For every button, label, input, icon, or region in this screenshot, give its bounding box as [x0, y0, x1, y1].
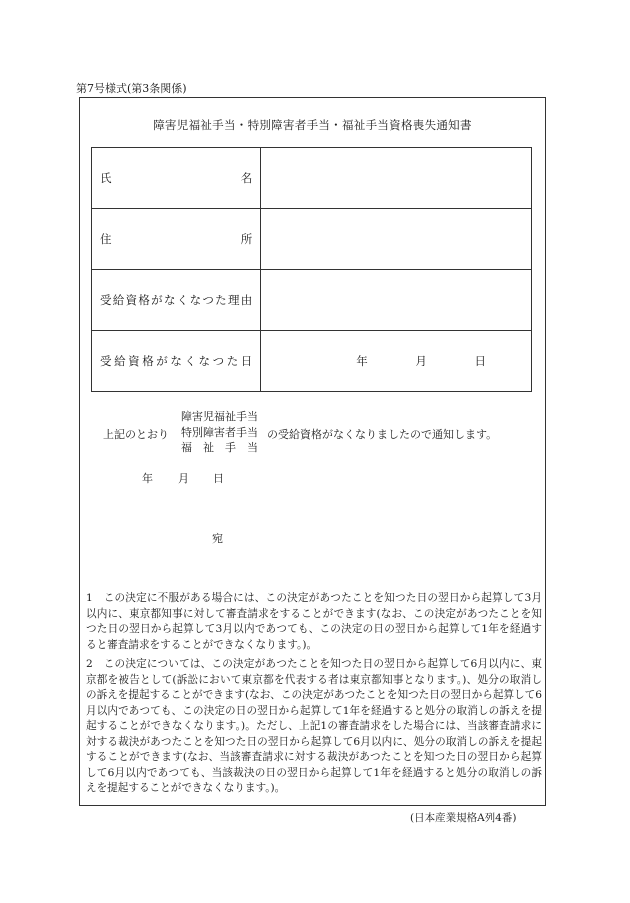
address-field[interactable]: [261, 209, 532, 270]
loss-date-year: 年: [356, 354, 368, 368]
issue-date-year: 年: [142, 472, 153, 485]
name-label: [92, 148, 261, 209]
appeal-note-1: 1 この決定に不服がある場合には、この決定があつたことを知つた日の翌日から起算して3月以内に、東京都知事に対して審査請求をすることができます(なお、この決定があつたことを知つた日の翌日から起算して3月以内であつても、この決定の日の翌日から起算して1年を経過すると審査請求をすることができなくなります。)。: [86, 592, 542, 651]
allowance-name: 福 祉 手 当: [181, 441, 258, 454]
reason-row: [92, 270, 532, 331]
address-label-char1: 住: [100, 232, 112, 246]
issue-date-month: 月: [178, 472, 189, 485]
name-row: [92, 148, 532, 209]
name-field[interactable]: [261, 148, 532, 209]
loss-date-label-text: 受給資格がなくなつた日: [100, 354, 253, 368]
notice-prefix: 上記のとおり: [103, 428, 169, 441]
issue-date-day: 日: [213, 472, 224, 485]
recipient-info-table: [91, 147, 532, 392]
appeal-note-2: 2 この決定については、この決定があつたことを知つた日の翌日から起算して6月以内に、東京都を被告として(訴訟において東京都を代表する者は東京都知事となります。)、処分の取消しの訴えを提起することができます(なお、この決定があつたことを知つた日の翌日から起算して6月以内であつても、この決定の日の翌日から起算して1年を経過すると処分の取消しの訴えを提起することができなくなります。)。ただし、上記1の審査請求をした場合には、当該審査請求に対する裁決があつたことを知つた日の翌日から起算して6月以内に、処分の取消しの訴えを提起することができます(なお、当該審査請求に対する裁決があつたことを知つた日の翌日から起算して6月以内であつても、当該裁決の日の翌日から起算して1年を経過すると処分の取消しの訴えを提起することができなくなります。)。: [86, 658, 542, 794]
form-number-label: 第7号様式(第3条関係): [76, 82, 187, 95]
paper-standard-label: (日本産業規格A列4番): [410, 812, 517, 824]
notice-suffix: の受給資格がなくなりましたので通知します。: [267, 428, 498, 441]
allowance-names: [181, 409, 258, 456]
allowance-name: 特別障害者手当: [181, 425, 258, 439]
loss-date-day: 日: [474, 354, 486, 368]
address-label: [92, 209, 261, 270]
reason-field[interactable]: [261, 270, 532, 331]
loss-date-field[interactable]: [261, 331, 532, 392]
loss-date-month: 月: [415, 354, 427, 368]
name-label-char2: 名: [240, 171, 253, 185]
name-label-char1: 氏: [100, 171, 112, 185]
loss-date-label: [92, 331, 261, 392]
date-row: [92, 331, 532, 392]
allowance-name: 障害児福祉手当: [181, 410, 258, 423]
reason-label-text: 受給資格がなくなつた理由: [100, 293, 253, 307]
reason-label: [92, 270, 261, 331]
address-label-char2: 所: [240, 232, 253, 246]
document-title: 障害児福祉手当・特別障害者手当・福祉手当資格喪失通知書: [153, 118, 472, 132]
address-row: [92, 209, 532, 270]
addressee-label: 宛: [212, 532, 223, 545]
